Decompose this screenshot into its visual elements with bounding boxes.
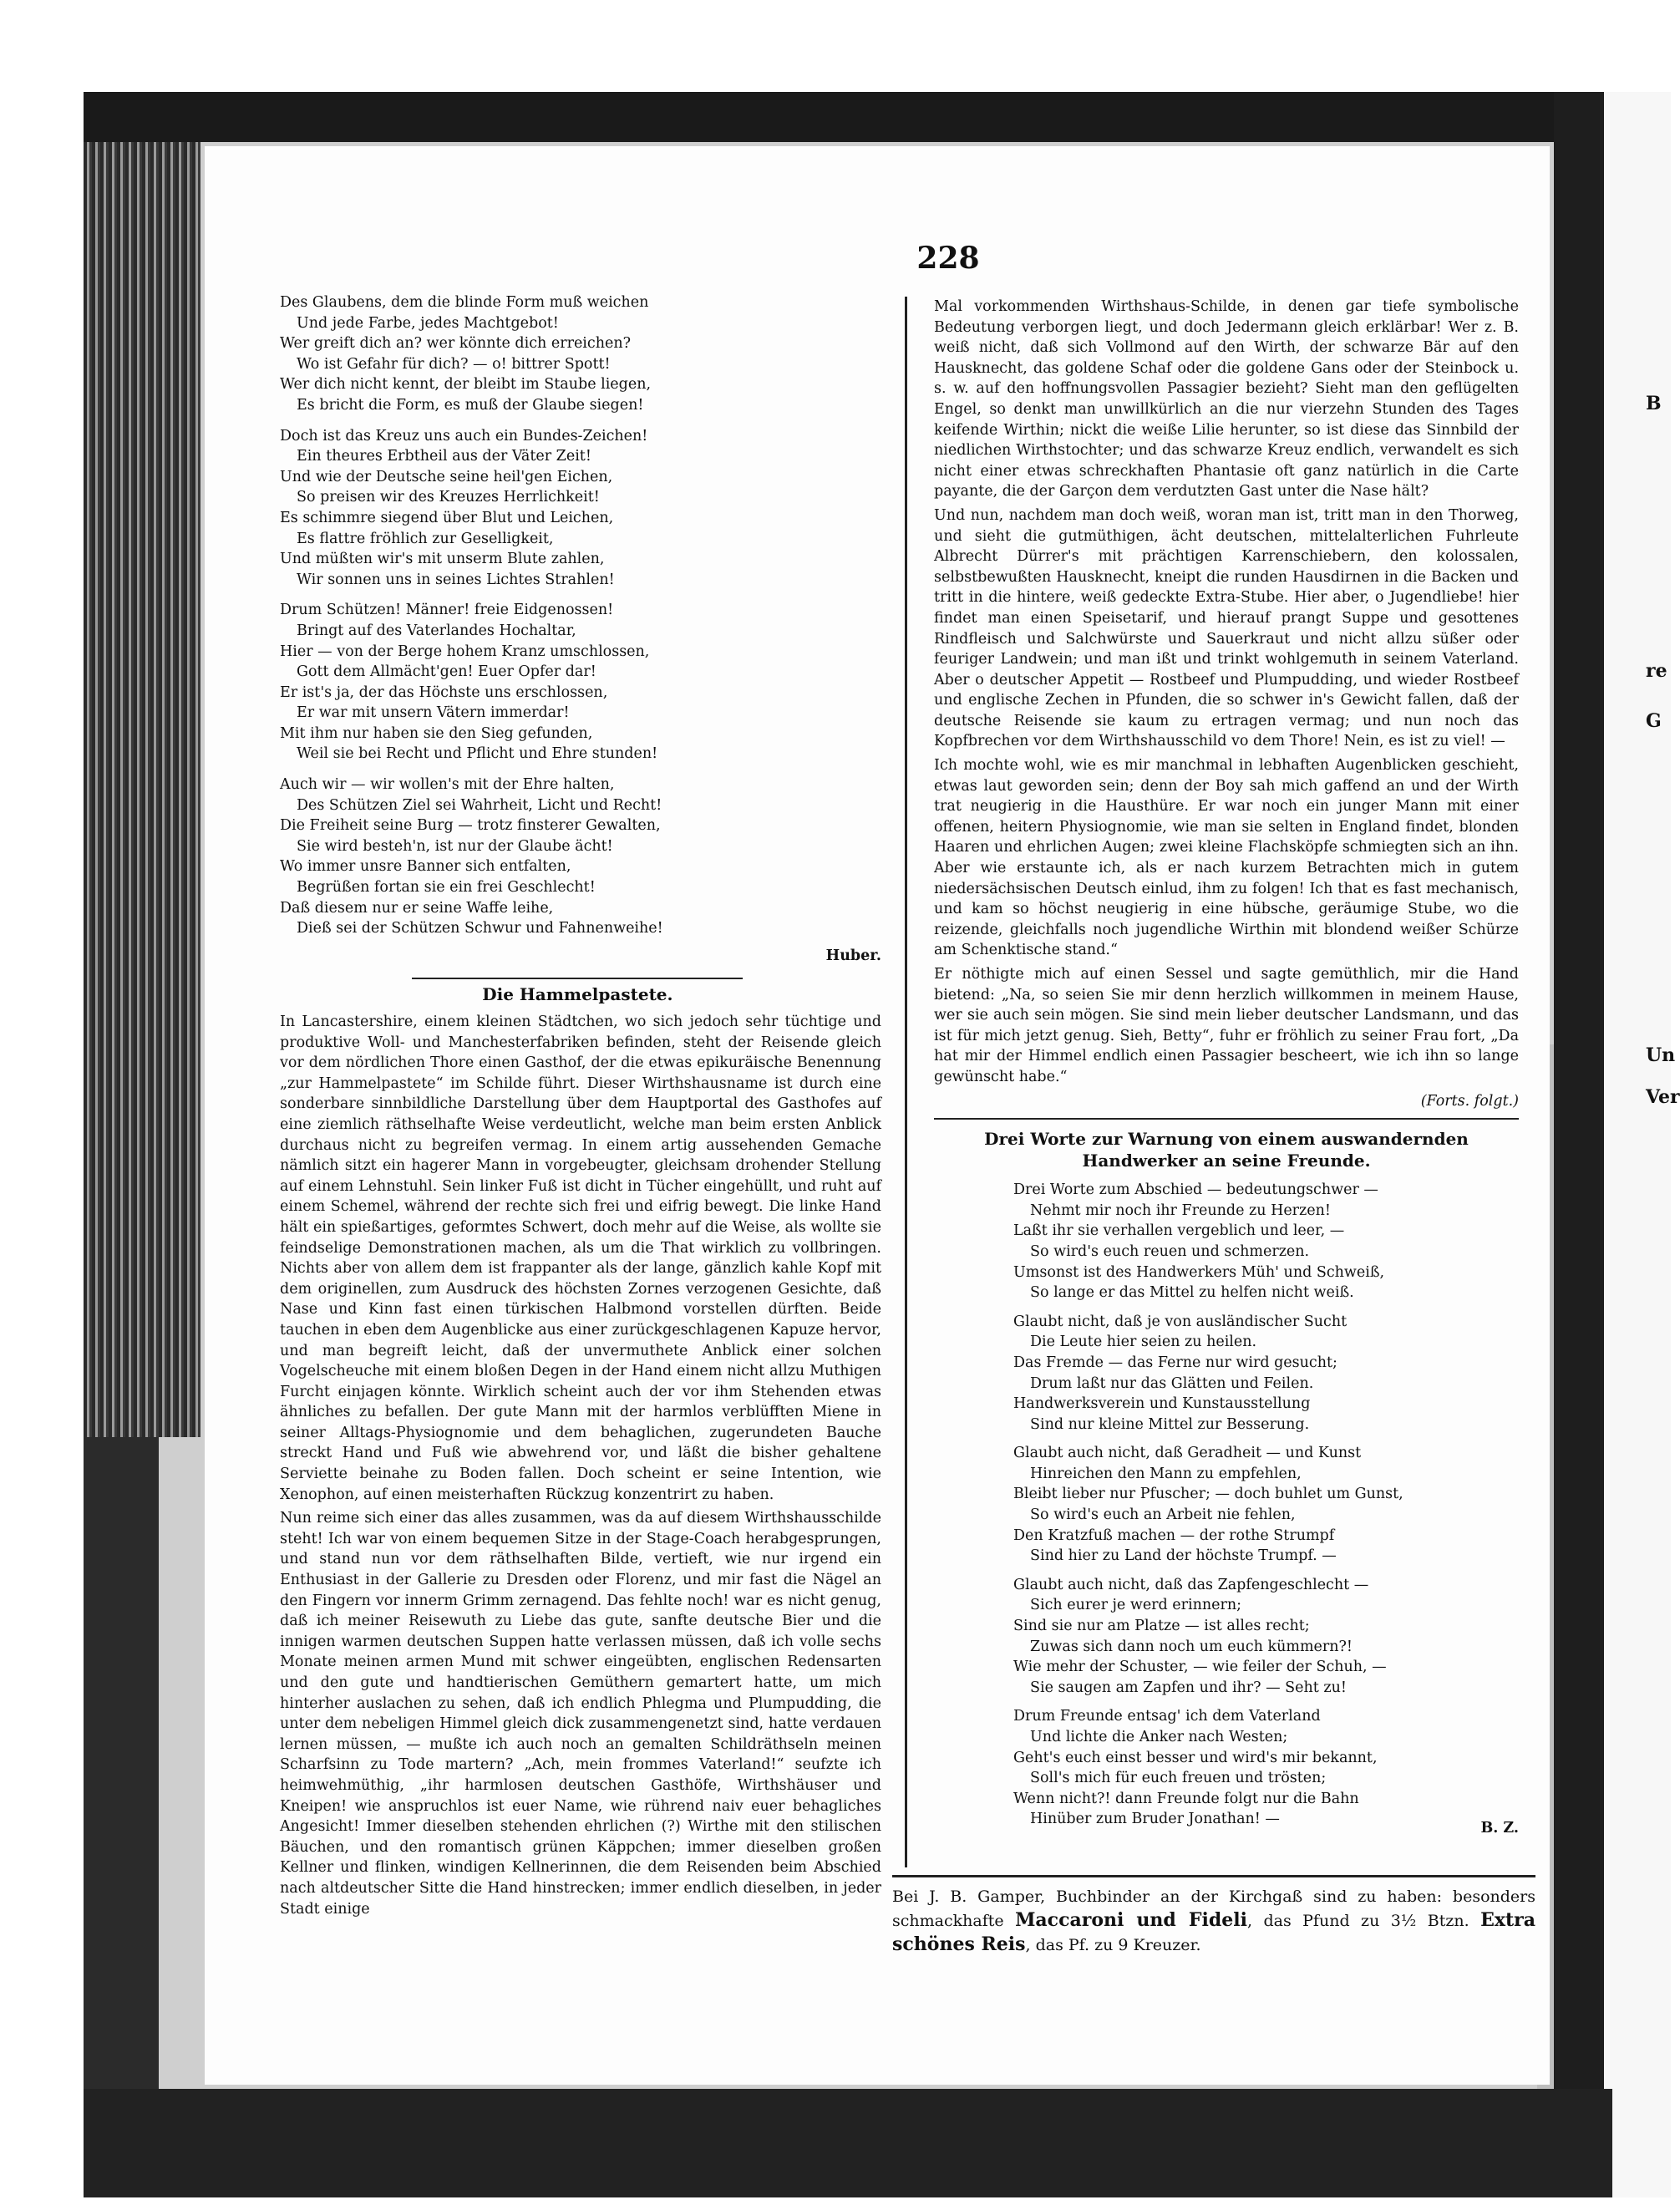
book-binding <box>84 142 200 1437</box>
poem-line: Drum Freunde entsag' ich dem Vaterland <box>1013 1708 1321 1725</box>
article-continuation <box>934 297 1519 1088</box>
poem-line: Des Glaubens, dem die blinde Form muß weichen <box>280 294 649 311</box>
poem-line: Hinreichen den Mann zu empfehlen, <box>1030 1465 1302 1482</box>
poem-line: Glaubt auch nicht, daß das Zapfengeschlecht — <box>1013 1576 1369 1593</box>
poem-stanza <box>280 292 881 416</box>
poem-line: Sind hier zu Land der höchste Trumpf. — <box>1030 1547 1337 1565</box>
poem-line: Wer greift dich an? wer könnte dich erreichen? <box>280 335 631 353</box>
article-paragraph: In Lancastershire, einem kleinen Städtchen, wo sich jedoch sehr tüchtige und produktive Woll- und Manchesterfabriken befinden, steht der Reisende gleich vor dem nördlichen Thore einen Gasthof, der die etwas epikuräische Benennung „zur Hammelpastete“ im Schilde führt. Dieser Wirthshausname ist durch eine sonderbare sinnbildliche Darstellung über dem Hauptportal des Gasthofes auf eine ziemlich räthselhafte Weise verdeutlicht, welche man beim ersten Anblick durchaus nicht zu begreifen vermag. In einem artig aussehenden Gemache nämlich sitzt ein hagerer Mann in vorgebeugter, gleichsam drohender Stellung auf einem Lehnstuhl. Sein linker Fuß ist dicht in Tücher eingehüllt, und ruht auf einem Schemel, während der rechte sich frei und eifrig bewegt. Die linke Hand hält ein spießartiges, geformtes Schwert, doch mehr auf die Weise, als wollte sie feindselige Demonstrationen machen, als um die That wirklich zu vollbringen. Nichts aber von allem dem ist frappanter als der lange, gänzlich kahle Kopf mit dem originellen, zum Ausdruck des höchsten Zornes verzogenen Gesichte, daß Nase und Kinn fast einen türkischen Halbmond vorstellen dürften. Beide tauchen in eben dem Augenblicke aus einer zurückgeschlagenen Kapuze hervor, und man begreift leicht, daß der unvermuthete Anblick einer solchen Vogelscheuche mit einem bloßen Degen in der Hand einem nicht allzu Muthigen Furcht einjagen könnte. Wirklich scheint auch der vor ihm Stehenden etwas ähnliches zu befallen. Der gute Mann mit der harmlos verblüfften Miene in seiner Alltags-Physiognomie und dem behaglichen, zugerundeten Bauche streckt Hand und Fuß wie abwehrend vor, und läßt die bisher gehaltene Serviette beinahe zu Boden fallen. Doch scheint er seine Intention, wie Xenophon, auf einen meisterhaften Rückzug konzentrirt zu haben. <box>280 1014 881 1503</box>
poem-line: Und wie der Deutsche seine heil'gen Eichen, <box>280 468 613 485</box>
poem-line: Wenn nicht?! dann Freunde folgt nur die Bahn <box>1013 1790 1359 1807</box>
page-number: 228 <box>916 241 980 276</box>
poem-line: Bringt auf des Vaterlandes Hochaltar, <box>297 622 576 639</box>
poem-line: Und lichte die Anker nach Westen; <box>1030 1729 1288 1745</box>
poem-line: Glaubt auch nicht, daß Geradheit — und Kunst <box>1013 1445 1362 1462</box>
article-body <box>280 1012 881 1919</box>
poem-line: Daß diesem nur er seine Waffe leihe, <box>280 899 554 917</box>
poem-line: Geht's euch einst besser und wird's mir bekannt, <box>1013 1749 1378 1766</box>
margin-fragment: Un <box>1646 1044 1676 1066</box>
poem-signature: Huber. <box>825 947 881 964</box>
poem-stanza <box>1013 1706 1519 1830</box>
poem-line: Sich eurer je werd erinnern; <box>1030 1597 1242 1614</box>
article-paragraph: Nun reime sich einer das alles zusammen, was da auf diesem Wirthshausschilde steht! Ich war von einem bequemen Sitze in der Stage-Coach herabgesprungen, und stand nun vor dem räthselhaften Bilde, vertieft, wie nur irgend ein Enthusiast in der Gallerie zu Dresden oder Florenz, und mir fast die Nägel an den Fingern vor innerm Grimm zernagend. Das fehlte noch! war es nicht genug, daß ich meiner Reisewuth zu Liebe das gute, sanfte deutsche Bier und die innigen warmen deutschen Suppen hatte verlassen müssen, daß ich volle sechs Monate meinen armen Mund mit schwer eingeübten, englischen Redensarten und den gute und handtierischen Gemüthern gemartert hatte, um mich hinterher auslachen zu sehen, daß ich endlich Phlegma und Plumpudding, die unter dem nebeligen Himmel gleich dick zusammengenetzt sind, hatte verdauen lernen müssen, — mußte ich auch noch an gemalten Schildräthseln meinen Scharfsinn zu Tode martern? „Ach, mein frommes Vaterland!“ seufzte ich heimwehmüthig, „ihr harmlosen deutschen Gasthöfe, Wirthshäuser und Kneipen! wie anspruchlos ist euer Name, wie rührend naiv euer behagliches Angesicht! Immer dieselben stehenden ehrlichen (?) Wirthe mit den stilischen Bäuchen, und den romantisch grünen Käppchen; immer dieselben großen Kellner und flinken, windigen Kellnerinnen, die dem Reisenden beim Abschied nach altdeutscher Sitte die Hand hinstrecken; immer endlich dieselben, in jeder Stadt einige <box>280 1510 881 1918</box>
poem-line: Wo ist Gefahr für dich? — o! bittrer Spott! <box>297 355 611 373</box>
poem-author: B. Z. <box>1480 1819 1519 1837</box>
poem-stanza <box>280 600 881 765</box>
column-divider <box>905 297 907 1867</box>
poem-line: So wird's euch reuen und schmerzen. <box>1030 1242 1310 1260</box>
poem-line: Des Schützen Ziel sei Wahrheit, Licht und Recht! <box>297 796 662 814</box>
poem-line: Sind nur kleine Mittel zur Besserung. <box>1030 1415 1310 1433</box>
poem-stanza <box>1013 1575 1519 1699</box>
poem-line: Und müßten wir's mit unserm Blute zahlen, <box>280 551 605 568</box>
right-column <box>934 297 1519 1839</box>
poem-line: So preisen wir des Kreuzes Herrlichkeit! <box>297 489 600 506</box>
ad-highlight-b: Extra schönes Reis <box>892 1909 1535 1955</box>
poem-line: Doch ist das Kreuz uns auch ein Bundes-Zeichen! <box>280 427 648 445</box>
poem-line: Wer dich nicht kennt, der bleibt im Staube liegen, <box>280 376 652 394</box>
margin-fragment: B <box>1646 393 1662 414</box>
margin-fragment: re <box>1646 660 1667 682</box>
poem-line: Mit ihm nur haben sie den Sieg gefunden, <box>280 724 593 742</box>
poem-line: Nehmt mir noch ihr Freunde zu Herzen! <box>1030 1202 1331 1219</box>
poem-stanza <box>1013 1312 1519 1435</box>
ad-text-a: Bei J. B. Gamper, Buchbinder an der Kirchgaß sind zu haben: besonders schmackhafte <box>892 1887 1535 1930</box>
poem-line: Ein theures Erbtheil aus der Väter Zeit! <box>297 448 591 465</box>
poem-line: Dieß sei der Schützen Schwur und Fahnenweihe! <box>297 920 663 937</box>
article-paragraph: Und nun, nachdem man doch weiß, woran man ist, tritt man in den Thorweg, und sieht die gutmüthigen, ächt deutschen, mittelalterlichen Fuhrleute Albrecht Dürrer's mit prächtigen Karrenschiebern, den kolossalen, selbstbewußten Hausknecht, kneipt die runden Hausdirnen in die Backen und tritt in die hintere, weiß gedeckte Extra-Stube. Hier aber, o Jugendliebe! hier findet man einen Speisetarif, und hierauf prangt Suppe und gesottenes Rindfleisch und Salchwürste und Sauerkraut und nicht allzu süßer oder feuriger Landwein; und man ißt und trinkt wohlgemuth in seinem Vaterland. Aber o deutscher Appetit — Rostbeef und Plumpudding, und wieder Rostbeef und englische Zechen in Pfunden, die so schwer in's Gewicht fallen, daß der deutsche Reisende sie kaum zu ertragen vermag; und nun noch das Kopfbrechen vor dem Wirthshausschild vo dem Thore! Nein, es ist zu viel! — <box>934 506 1519 750</box>
poem-line: Das Fremde — das Ferne nur wird gesucht; <box>1013 1354 1337 1371</box>
poem-line: Wo immer unsre Banner sich entfalten, <box>280 858 571 876</box>
poem-line: Weil sie bei Recht und Pflicht und Ehre stunden! <box>297 745 658 763</box>
poem-line: Es bricht die Form, es muß der Glaube siegen! <box>297 396 644 414</box>
poem-line: Wie mehr der Schuster, — wie feiler der Schuh, — <box>1013 1659 1387 1676</box>
poem-line: Sie saugen am Zapfen und ihr? — Seht zu! <box>1030 1679 1347 1696</box>
poem-line: Drei Worte zum Abschied — bedeutungschwer — <box>1013 1181 1378 1199</box>
article-title: Die Hammelpastete. <box>412 978 743 1005</box>
poem-line: Sie wird besteh'n, ist nur der Glaube ächt! <box>297 837 613 855</box>
poem-line: Drum laßt nur das Glätten und Feilen. <box>1030 1374 1314 1392</box>
poem-line: Bleibt lieber nur Pfuscher; — doch buhlet um Gunst, <box>1013 1486 1403 1503</box>
ad-text-b: , das Pfund zu 3½ Btzn. <box>1246 1912 1469 1930</box>
poem-line: Sind sie nur am Platze — ist alles recht; <box>1013 1618 1310 1635</box>
poem-line: Soll's mich für euch freuen und trösten; <box>1030 1770 1327 1787</box>
poem-line: Wir sonnen uns in seines Lichtes Strahlen! <box>297 571 615 588</box>
margin-fragment: G <box>1646 710 1662 732</box>
poem-right <box>934 1180 1519 1830</box>
poem-line: Er war mit unsern Vätern immerdar! <box>297 704 570 722</box>
continued-note: (Forts. folgt.) <box>1420 1092 1519 1110</box>
article-paragraph: Er nöthigte mich auf einen Sessel und sagte gemüthlich, mir die Hand bietend: „Na, so seien Sie mir denn herzlich willkommen in meinem Hause, wer sie auch sein mögen. Sie sind mein lieber deutscher Landsmann, und das ist für mich jetzt genug. Sieh, Betty“, fuhr er fröhlich zu seiner Frau fort, „Da hat mir der Himmel endlich einen Passagier bescheert, wie ich ihn so lange gewünscht habe.“ <box>934 966 1519 1085</box>
poem-line: Drum Schützen! Männer! freie Eidgenossen! <box>280 602 614 619</box>
poem-title: Drei Worte zur Warnung von einem auswandernden Handwerker an seine Freunde. <box>984 1129 1469 1171</box>
poem-stanza <box>280 426 881 591</box>
scan-left-shadow <box>84 1437 159 2189</box>
poem-line: Es schimmre siegend über Blut und Leichen, <box>280 509 614 526</box>
scan-bottom-shadow <box>84 2089 1612 2197</box>
scan-top-shadow <box>84 92 1587 142</box>
poem-stanza <box>1013 1443 1519 1567</box>
poem-line: Und jede Farbe, jedes Machtgebot! <box>297 314 559 332</box>
advertisement <box>892 1885 1535 1957</box>
margin-fragment: Ver <box>1646 1086 1680 1108</box>
poem-line: Umsonst ist des Handwerkers Müh' und Schweiß, <box>1013 1263 1385 1281</box>
poem-line: Den Kratzfuß machen — der rothe Strumpf <box>1013 1527 1335 1544</box>
poem-line: Er ist's ja, der das Höchste uns erschlossen, <box>280 683 608 701</box>
section-divider <box>934 1118 1519 1120</box>
advertisement-rule <box>892 1875 1535 1877</box>
poem-line: Die Leute hier seien zu heilen. <box>1030 1334 1257 1351</box>
poem-stanza <box>280 775 881 939</box>
ad-text-c: , das Pf. zu 9 Kreuzer. <box>1025 1936 1201 1954</box>
poem-line: Auch wir — wir wollen's mit der Ehre halten, <box>280 776 615 794</box>
poem-line: So lange er das Mittel zu helfen nicht weiß. <box>1030 1284 1354 1302</box>
poem-line: Laßt ihr sie verhallen vergeblich und leer, — <box>1013 1222 1345 1240</box>
poem-line: Hier — von der Berge hohem Kranz umschlossen, <box>280 643 650 660</box>
poem-left <box>280 292 881 939</box>
poem-line: Glaubt nicht, daß je von ausländischer Sucht <box>1013 1313 1348 1330</box>
left-column <box>280 292 881 1923</box>
poem-line: Begrüßen fortan sie ein frei Geschlecht! <box>297 879 596 897</box>
poem-line: Hinüber zum Bruder Jonathan! — <box>1030 1811 1280 1828</box>
poem-line: Zuwas sich dann noch um euch kümmern?! <box>1030 1638 1353 1655</box>
poem-stanza <box>1013 1180 1519 1303</box>
poem-line: Handwerksverein und Kunstausstellung <box>1013 1395 1311 1413</box>
poem-line: Es flattre fröhlich zur Geselligkeit, <box>297 530 554 547</box>
poem-line: Gott dem Allmächt'gen! Euer Opfer dar! <box>297 663 596 681</box>
poem-line: So wird's euch an Arbeit nie fehlen, <box>1030 1506 1296 1524</box>
article-paragraph: Ich mochte wohl, wie es mir manchmal in lebhaften Augenblicken geschieht, etwas laut geworden sein; denn der Boy sah mich gaffend an und der Wirth trat neugierig in die Hausthüre. Er war noch ein junger Mann mit einer offenen, heitern Physiognomie, wie man sie selten in England findet, blonden Haaren und ehrlichen Augen; zwei kleine Flachsköpfe schmiegten sich an ihn. Aber wie erstaunte ich, als er nach kurzem Betrachten mich in gutem niedersächsischen Deutsch einlud, ihm zu folgen! Ich that es fast mechanisch, und kam so höchst neugierig in eine hübsche, geräumige Stube, wo die reizende, gleichfalls noch jugendliche Wirthin mit blondend weißer Schürze am Schenktische stand.“ <box>934 757 1519 959</box>
article-paragraph: Mal vorkommenden Wirthshaus-Schilde, in denen gar tiefe symbolische Bedeutung verborgen liegt, und doch Jedermann gleich erklärbar! Wer z. B. weiß nicht, daß sich Vollmond auf den Wirth, der schwarze Bär auf den Hausknecht, das goldene Schaf oder die goldene Gans oder der Steinbock u. s. w. auf den hoffnungsvollen Passagier bezieht? Sieht man den geflügelten Engel, so denkt man unwillkürlich an die nur vierzehn Stunden des Tages keifende Wirthin; nickt die weiße Lilie herunter, so ist diese das Sinnbild der niedlichen Wirthstochter; und das schwarze Kreuz endlich, verwandelt es sich nicht einer etwas schreckhaften Phantasie oft ganz natürlich in die Carte payante, die der Garçon dem verdutzten Gast unter die Nase hält? <box>934 298 1519 500</box>
poem-line: Die Freiheit seine Burg — trotz finsterer Gewalten, <box>280 817 661 835</box>
ad-highlight-a: Maccaroni und Fideli <box>1015 1909 1247 1931</box>
